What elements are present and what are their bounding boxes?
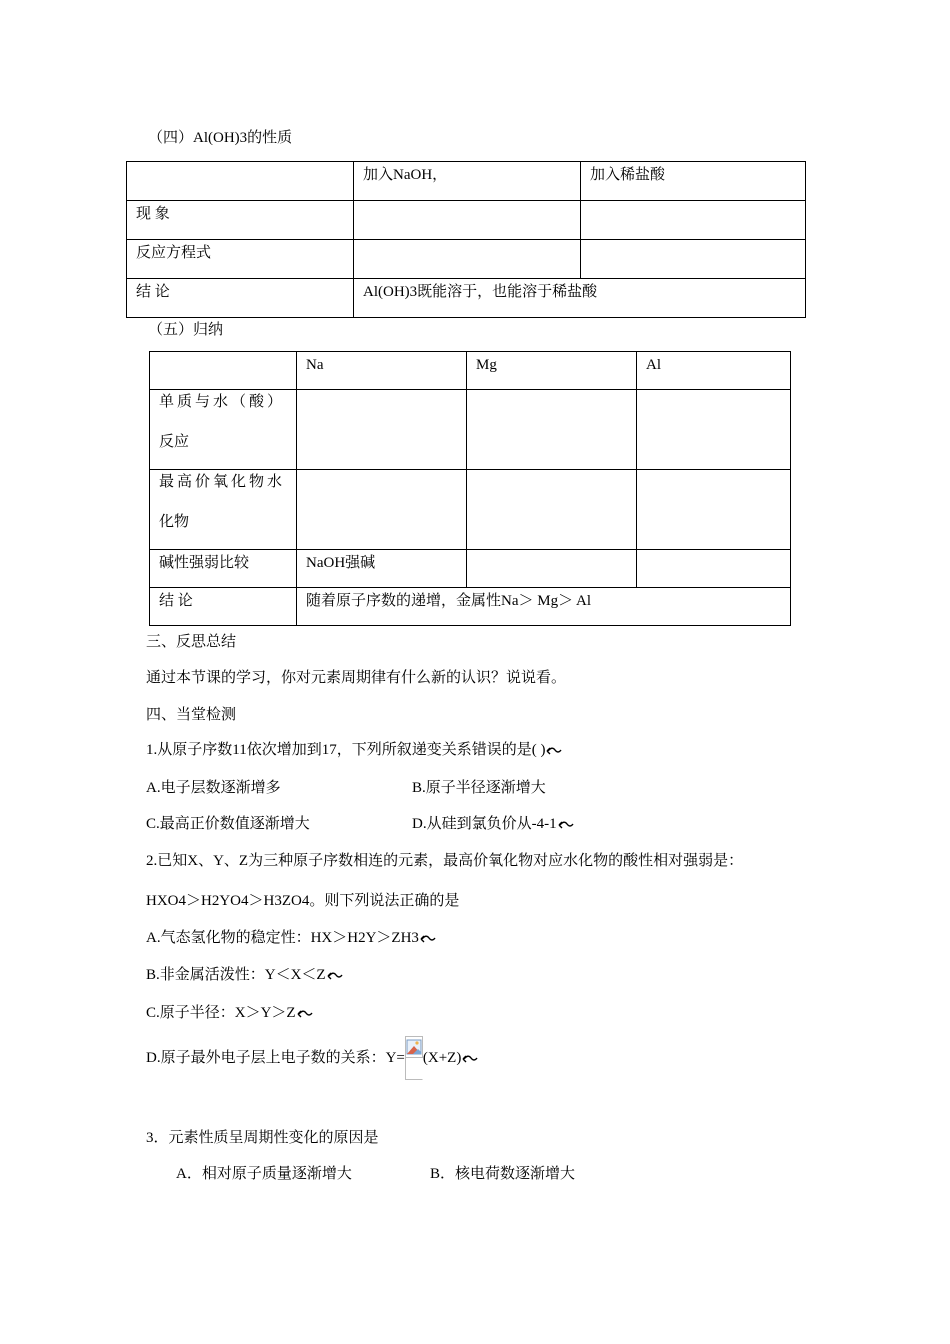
table-cell (297, 470, 467, 550)
row-label (150, 470, 297, 550)
q1-option-d (412, 812, 574, 833)
broken-image-icon (405, 1036, 423, 1080)
row-label (150, 390, 297, 470)
section-heading-reflection: 三、反思总结 (146, 634, 237, 650)
question-3-stem: 3．元素性质呈周期性变化的原因是 (146, 1130, 379, 1146)
table-cell (297, 390, 467, 470)
table-row (150, 588, 791, 626)
return-arrow-icon (297, 1009, 313, 1019)
question-2-stem: 2.已知X、Y、Z为三种原子序数相连的元素，最高价氧化物对应水化物的酸性相对强弱是： (146, 853, 744, 869)
row-label-line: 单质与水（酸） (159, 394, 286, 410)
table-header-cell: Na (297, 352, 467, 390)
option-text: D.从硅到氯负价从-4-1 (412, 816, 557, 832)
table-header-cell: Al (637, 352, 791, 390)
table-row (127, 201, 806, 240)
q1-option-c: C.最高正价数值逐渐增大 (146, 816, 310, 832)
table-row (150, 470, 791, 550)
section-heading-5: （五）归纳 (148, 322, 224, 338)
q3-option-a: A．相对原子质量逐渐增大 (176, 1166, 352, 1182)
table-cell (127, 162, 354, 201)
table-cell: NaOH强碱 (297, 550, 467, 588)
table-cell (467, 470, 637, 550)
table-header-cell: Mg (467, 352, 637, 390)
return-arrow-icon (327, 971, 343, 981)
question-1-stem (146, 738, 562, 759)
table-header-cell: 加入NaOH， (354, 162, 581, 201)
conclusion-cell: Al(OH)3既能溶于，也能溶于稀盐酸 (354, 279, 806, 318)
reflection-text: 通过本节课的学习，你对元素周期律有什么新的认识？说说看。 (146, 670, 567, 686)
conclusion-cell: 随着原子序数的递增，金属性Na＞ Mg＞ Al (297, 588, 791, 626)
table-cell (637, 470, 791, 550)
summary-table (149, 351, 791, 626)
q3-option-b: B．核电荷数逐渐增大 (430, 1166, 576, 1182)
q2-option-a (146, 926, 436, 947)
q1-option-a: A.电子层数逐渐增多 (146, 780, 281, 796)
return-arrow-icon (558, 820, 574, 830)
row-label: 结 论 (127, 279, 354, 318)
row-label-line: 反应 (159, 434, 190, 450)
q2-option-b (146, 963, 343, 984)
question-text: 1.从原子序数11依次增加到17，下列所叙递变关系错误的是( ) (146, 742, 546, 758)
q2-option-d (146, 1036, 478, 1080)
table-cell (467, 550, 637, 588)
row-label-line: 化物 (159, 514, 190, 530)
table-cell (354, 240, 581, 279)
option-text: (X+Z) (422, 1050, 462, 1066)
table-cell (637, 550, 791, 588)
aloh3-properties-table (126, 161, 806, 318)
row-label: 现 象 (127, 201, 354, 240)
row-label: 碱性强弱比较 (150, 550, 297, 588)
option-text: C.原子半径：X＞Y＞Z (146, 1005, 296, 1021)
table-row (127, 240, 806, 279)
table-row (150, 550, 791, 588)
section-heading-4: （四）Al(OH)3的性质 (148, 130, 293, 146)
option-text: A.气态氢化物的稳定性：HX＞H2Y＞ZH3 (146, 930, 419, 946)
table-row (150, 390, 791, 470)
table-cell (467, 390, 637, 470)
row-label: 结 论 (150, 588, 297, 626)
q2-option-c (146, 1001, 313, 1022)
table-row (127, 279, 806, 318)
row-label-line: 最高价氧化物水 (159, 474, 286, 490)
table-cell (354, 201, 581, 240)
q1-option-b: B.原子半径逐渐增大 (412, 780, 546, 796)
row-label: 反应方程式 (127, 240, 354, 279)
option-text: B.非金属活泼性：Y＜X＜Z (146, 967, 326, 983)
table-header-cell: 加入稀盐酸 (581, 162, 806, 201)
table-cell (637, 390, 791, 470)
table-cell (581, 240, 806, 279)
question-2-stem-line2: HXO4＞H2YO4＞H3ZO4。则下列说法正确的是 (146, 893, 460, 909)
return-arrow-icon (546, 746, 562, 756)
return-arrow-icon (462, 1054, 478, 1064)
return-arrow-icon (420, 934, 436, 944)
table-header-row (127, 162, 806, 201)
table-cell (581, 201, 806, 240)
option-text: D.原子最外电子层上电子数的关系：Y= (146, 1050, 405, 1066)
section-heading-test: 四、当堂检测 (146, 707, 237, 723)
